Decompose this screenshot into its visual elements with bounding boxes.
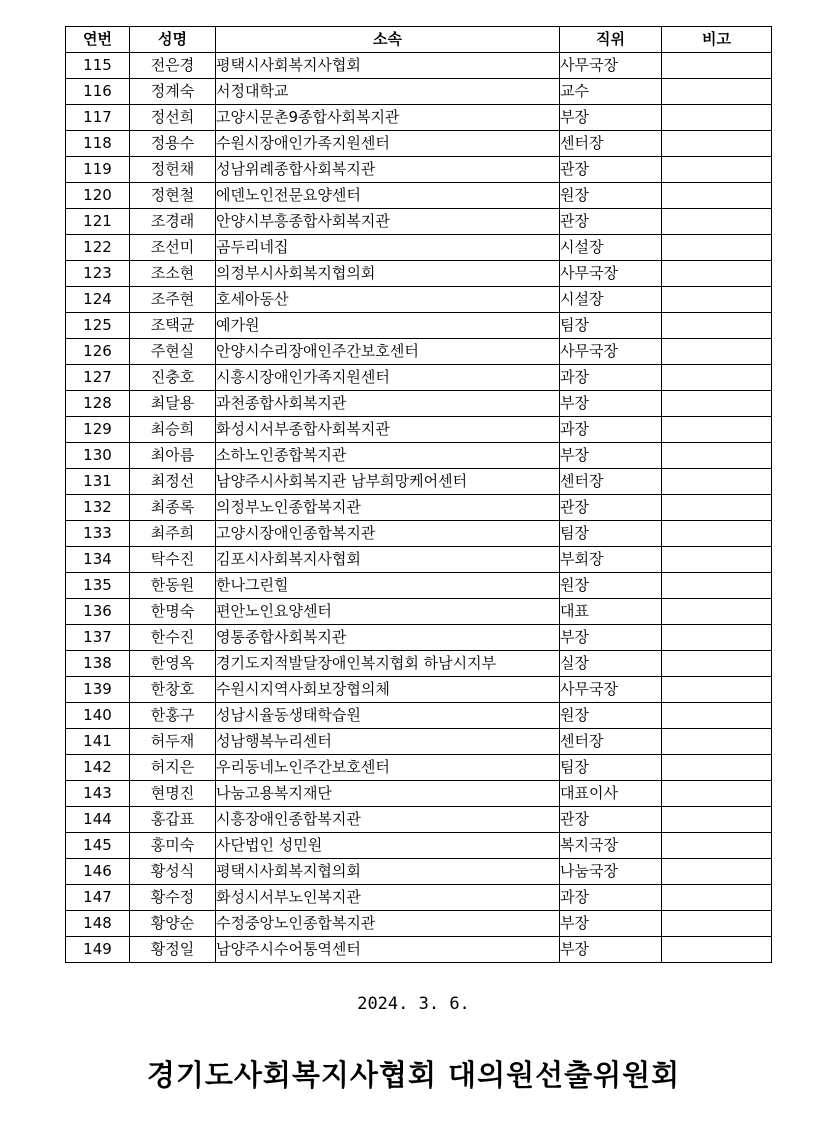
cell-position: 복지국장 [560, 833, 662, 859]
cell-organization: 성남행복누리센터 [216, 729, 560, 755]
cell-remarks [662, 859, 772, 885]
cell-remarks [662, 729, 772, 755]
cell-number: 127 [66, 365, 130, 391]
cell-number: 118 [66, 131, 130, 157]
table-row [66, 365, 772, 391]
cell-number: 142 [66, 755, 130, 781]
cell-name: 최아름 [130, 443, 216, 469]
cell-name: 한홍구 [130, 703, 216, 729]
cell-organization: 예가원 [216, 313, 560, 339]
cell-organization: 서정대학교 [216, 79, 560, 105]
cell-organization: 에덴노인전문요양센터 [216, 183, 560, 209]
cell-remarks [662, 79, 772, 105]
cell-organization: 평택시사회복지사협회 [216, 53, 560, 79]
cell-name: 최주희 [130, 521, 216, 547]
cell-name: 현명진 [130, 781, 216, 807]
cell-organization: 사단법인 성민원 [216, 833, 560, 859]
cell-remarks [662, 339, 772, 365]
table-row [66, 495, 772, 521]
cell-number: 145 [66, 833, 130, 859]
cell-position: 사무국장 [560, 677, 662, 703]
cell-remarks [662, 937, 772, 963]
cell-number: 143 [66, 781, 130, 807]
cell-number: 133 [66, 521, 130, 547]
cell-name: 정용수 [130, 131, 216, 157]
cell-name: 한명숙 [130, 599, 216, 625]
cell-number: 121 [66, 209, 130, 235]
cell-organization: 성남시율동생태학습원 [216, 703, 560, 729]
cell-name: 한동원 [130, 573, 216, 599]
cell-name: 전은경 [130, 53, 216, 79]
cell-number: 132 [66, 495, 130, 521]
cell-name: 한수진 [130, 625, 216, 651]
table-row [66, 729, 772, 755]
cell-organization: 의정부시사회복지협의회 [216, 261, 560, 287]
cell-remarks [662, 625, 772, 651]
cell-organization: 평택시사회복지협의회 [216, 859, 560, 885]
cell-position: 과장 [560, 417, 662, 443]
header-number: 연번 [66, 27, 130, 53]
header-name: 성명 [130, 27, 216, 53]
cell-organization: 화성시서부노인복지관 [216, 885, 560, 911]
cell-organization: 곰두리네집 [216, 235, 560, 261]
cell-number: 141 [66, 729, 130, 755]
cell-name: 최승희 [130, 417, 216, 443]
cell-name: 최정선 [130, 469, 216, 495]
cell-position: 관장 [560, 807, 662, 833]
cell-position: 센터장 [560, 131, 662, 157]
cell-remarks [662, 547, 772, 573]
table-row [66, 755, 772, 781]
cell-number: 128 [66, 391, 130, 417]
cell-remarks [662, 131, 772, 157]
table-row [66, 547, 772, 573]
table-row [66, 339, 772, 365]
header-remarks: 비고 [662, 27, 772, 53]
cell-name: 탁수진 [130, 547, 216, 573]
cell-number: 120 [66, 183, 130, 209]
header-organization: 소속 [216, 27, 560, 53]
table-row [66, 807, 772, 833]
cell-name: 황정일 [130, 937, 216, 963]
cell-position: 사무국장 [560, 53, 662, 79]
cell-name: 최달용 [130, 391, 216, 417]
cell-number: 123 [66, 261, 130, 287]
cell-remarks [662, 209, 772, 235]
cell-organization: 고양시장애인종합복지관 [216, 521, 560, 547]
cell-name: 진충호 [130, 365, 216, 391]
table-row [66, 521, 772, 547]
cell-name: 황수정 [130, 885, 216, 911]
cell-position: 대표이사 [560, 781, 662, 807]
cell-name: 주현실 [130, 339, 216, 365]
cell-position: 부장 [560, 391, 662, 417]
cell-organization: 안양시부흥종합사회복지관 [216, 209, 560, 235]
cell-organization: 수원시지역사회보장협의체 [216, 677, 560, 703]
table-row [66, 157, 772, 183]
cell-position: 관장 [560, 495, 662, 521]
cell-remarks [662, 105, 772, 131]
cell-remarks [662, 703, 772, 729]
cell-name: 한영옥 [130, 651, 216, 677]
cell-position: 시설장 [560, 235, 662, 261]
cell-remarks [662, 443, 772, 469]
cell-remarks [662, 53, 772, 79]
table-row [66, 105, 772, 131]
cell-name: 한창호 [130, 677, 216, 703]
cell-position: 팀장 [560, 313, 662, 339]
cell-number: 136 [66, 599, 130, 625]
cell-position: 센터장 [560, 469, 662, 495]
cell-remarks [662, 573, 772, 599]
cell-position: 원장 [560, 703, 662, 729]
table-row [66, 677, 772, 703]
table-row [66, 53, 772, 79]
cell-remarks [662, 495, 772, 521]
cell-remarks [662, 599, 772, 625]
cell-name: 최종록 [130, 495, 216, 521]
cell-number: 148 [66, 911, 130, 937]
table-row [66, 209, 772, 235]
cell-organization: 수정중앙노인종합복지관 [216, 911, 560, 937]
issuer-title: 경기도사회복지사협회 대의원선출위원회 [146, 1058, 681, 1092]
cell-number: 149 [66, 937, 130, 963]
cell-name: 허지은 [130, 755, 216, 781]
table-body [66, 53, 772, 963]
cell-remarks [662, 365, 772, 391]
cell-name: 조택균 [130, 313, 216, 339]
cell-position: 부장 [560, 105, 662, 131]
cell-number: 122 [66, 235, 130, 261]
table-row [66, 313, 772, 339]
document-date: 2024. 3. 6. [357, 994, 470, 1014]
table-row [66, 417, 772, 443]
cell-remarks [662, 235, 772, 261]
table-row [66, 79, 772, 105]
cell-organization: 시흥시장애인가족지원센터 [216, 365, 560, 391]
cell-remarks [662, 677, 772, 703]
cell-organization: 과천종합사회복지관 [216, 391, 560, 417]
cell-organization: 수원시장애인가족지원센터 [216, 131, 560, 157]
cell-position: 관장 [560, 209, 662, 235]
cell-number: 131 [66, 469, 130, 495]
cell-remarks [662, 391, 772, 417]
cell-number: 125 [66, 313, 130, 339]
cell-remarks [662, 157, 772, 183]
cell-position: 사무국장 [560, 339, 662, 365]
cell-remarks [662, 885, 772, 911]
table-header-row [66, 27, 772, 53]
cell-position: 대표 [560, 599, 662, 625]
cell-number: 117 [66, 105, 130, 131]
cell-number: 126 [66, 339, 130, 365]
cell-position: 과장 [560, 885, 662, 911]
cell-remarks [662, 287, 772, 313]
table-row [66, 859, 772, 885]
table-row [66, 443, 772, 469]
cell-number: 130 [66, 443, 130, 469]
cell-organization: 시흥장애인종합복지관 [216, 807, 560, 833]
cell-organization: 호세아동산 [216, 287, 560, 313]
cell-organization: 소하노인종합복지관 [216, 443, 560, 469]
cell-remarks [662, 833, 772, 859]
cell-number: 119 [66, 157, 130, 183]
cell-position: 원장 [560, 573, 662, 599]
table-row [66, 391, 772, 417]
cell-name: 조경래 [130, 209, 216, 235]
cell-number: 115 [66, 53, 130, 79]
table-row [66, 911, 772, 937]
cell-organization: 우리동네노인주간보호센터 [216, 755, 560, 781]
table-row [66, 625, 772, 651]
table-row [66, 781, 772, 807]
cell-remarks [662, 261, 772, 287]
cell-remarks [662, 417, 772, 443]
cell-position: 사무국장 [560, 261, 662, 287]
cell-name: 정선희 [130, 105, 216, 131]
cell-remarks [662, 911, 772, 937]
cell-organization: 의정부노인종합복지관 [216, 495, 560, 521]
cell-organization: 남양주시사회복지관 남부희망케어센터 [216, 469, 560, 495]
cell-name: 허두재 [130, 729, 216, 755]
cell-remarks [662, 469, 772, 495]
cell-organization: 경기도지적발달장애인복지협회 하남시지부 [216, 651, 560, 677]
cell-position: 부장 [560, 625, 662, 651]
cell-position: 팀장 [560, 755, 662, 781]
cell-position: 부장 [560, 911, 662, 937]
table-row [66, 573, 772, 599]
cell-number: 135 [66, 573, 130, 599]
cell-name: 조선미 [130, 235, 216, 261]
table-row [66, 651, 772, 677]
cell-position: 부장 [560, 443, 662, 469]
cell-organization: 안양시수리장애인주간보호센터 [216, 339, 560, 365]
cell-position: 관장 [560, 157, 662, 183]
table-row [66, 235, 772, 261]
cell-number: 134 [66, 547, 130, 573]
cell-position: 원장 [560, 183, 662, 209]
cell-name: 정계숙 [130, 79, 216, 105]
cell-position: 시설장 [560, 287, 662, 313]
cell-number: 124 [66, 287, 130, 313]
table-row [66, 703, 772, 729]
cell-name: 황성식 [130, 859, 216, 885]
cell-position: 교수 [560, 79, 662, 105]
cell-remarks [662, 313, 772, 339]
cell-remarks [662, 807, 772, 833]
cell-name: 정현철 [130, 183, 216, 209]
cell-name: 홍미숙 [130, 833, 216, 859]
cell-organization: 성남위례종합사회복지관 [216, 157, 560, 183]
cell-number: 138 [66, 651, 130, 677]
table-row [66, 131, 772, 157]
cell-name: 조주현 [130, 287, 216, 313]
cell-position: 센터장 [560, 729, 662, 755]
cell-position: 나눔국장 [560, 859, 662, 885]
cell-name: 조소현 [130, 261, 216, 287]
cell-remarks [662, 755, 772, 781]
table-row [66, 599, 772, 625]
cell-organization: 화성시서부종합사회복지관 [216, 417, 560, 443]
cell-number: 129 [66, 417, 130, 443]
cell-number: 144 [66, 807, 130, 833]
cell-organization: 편안노인요양센터 [216, 599, 560, 625]
cell-remarks [662, 651, 772, 677]
cell-position: 부회장 [560, 547, 662, 573]
cell-name: 홍갑표 [130, 807, 216, 833]
cell-number: 137 [66, 625, 130, 651]
cell-position: 실장 [560, 651, 662, 677]
table-row [66, 261, 772, 287]
cell-remarks [662, 521, 772, 547]
cell-name: 정헌채 [130, 157, 216, 183]
cell-number: 146 [66, 859, 130, 885]
cell-organization: 남양주시수어통역센터 [216, 937, 560, 963]
member-table [65, 26, 772, 963]
cell-position: 부장 [560, 937, 662, 963]
cell-organization: 고양시문촌9종합사회복지관 [216, 105, 560, 131]
cell-organization: 나눔고용복지재단 [216, 781, 560, 807]
table-row [66, 937, 772, 963]
cell-remarks [662, 781, 772, 807]
cell-number: 140 [66, 703, 130, 729]
cell-organization: 영통종합사회복지관 [216, 625, 560, 651]
table-row [66, 287, 772, 313]
cell-name: 황양순 [130, 911, 216, 937]
header-position: 직위 [560, 27, 662, 53]
cell-number: 139 [66, 677, 130, 703]
cell-position: 팀장 [560, 521, 662, 547]
cell-number: 147 [66, 885, 130, 911]
cell-organization: 한나그린힐 [216, 573, 560, 599]
cell-number: 116 [66, 79, 130, 105]
table-row [66, 885, 772, 911]
cell-position: 과장 [560, 365, 662, 391]
table-row [66, 469, 772, 495]
cell-organization: 김포시사회복지사협회 [216, 547, 560, 573]
table-row [66, 183, 772, 209]
table-row [66, 833, 772, 859]
cell-remarks [662, 183, 772, 209]
